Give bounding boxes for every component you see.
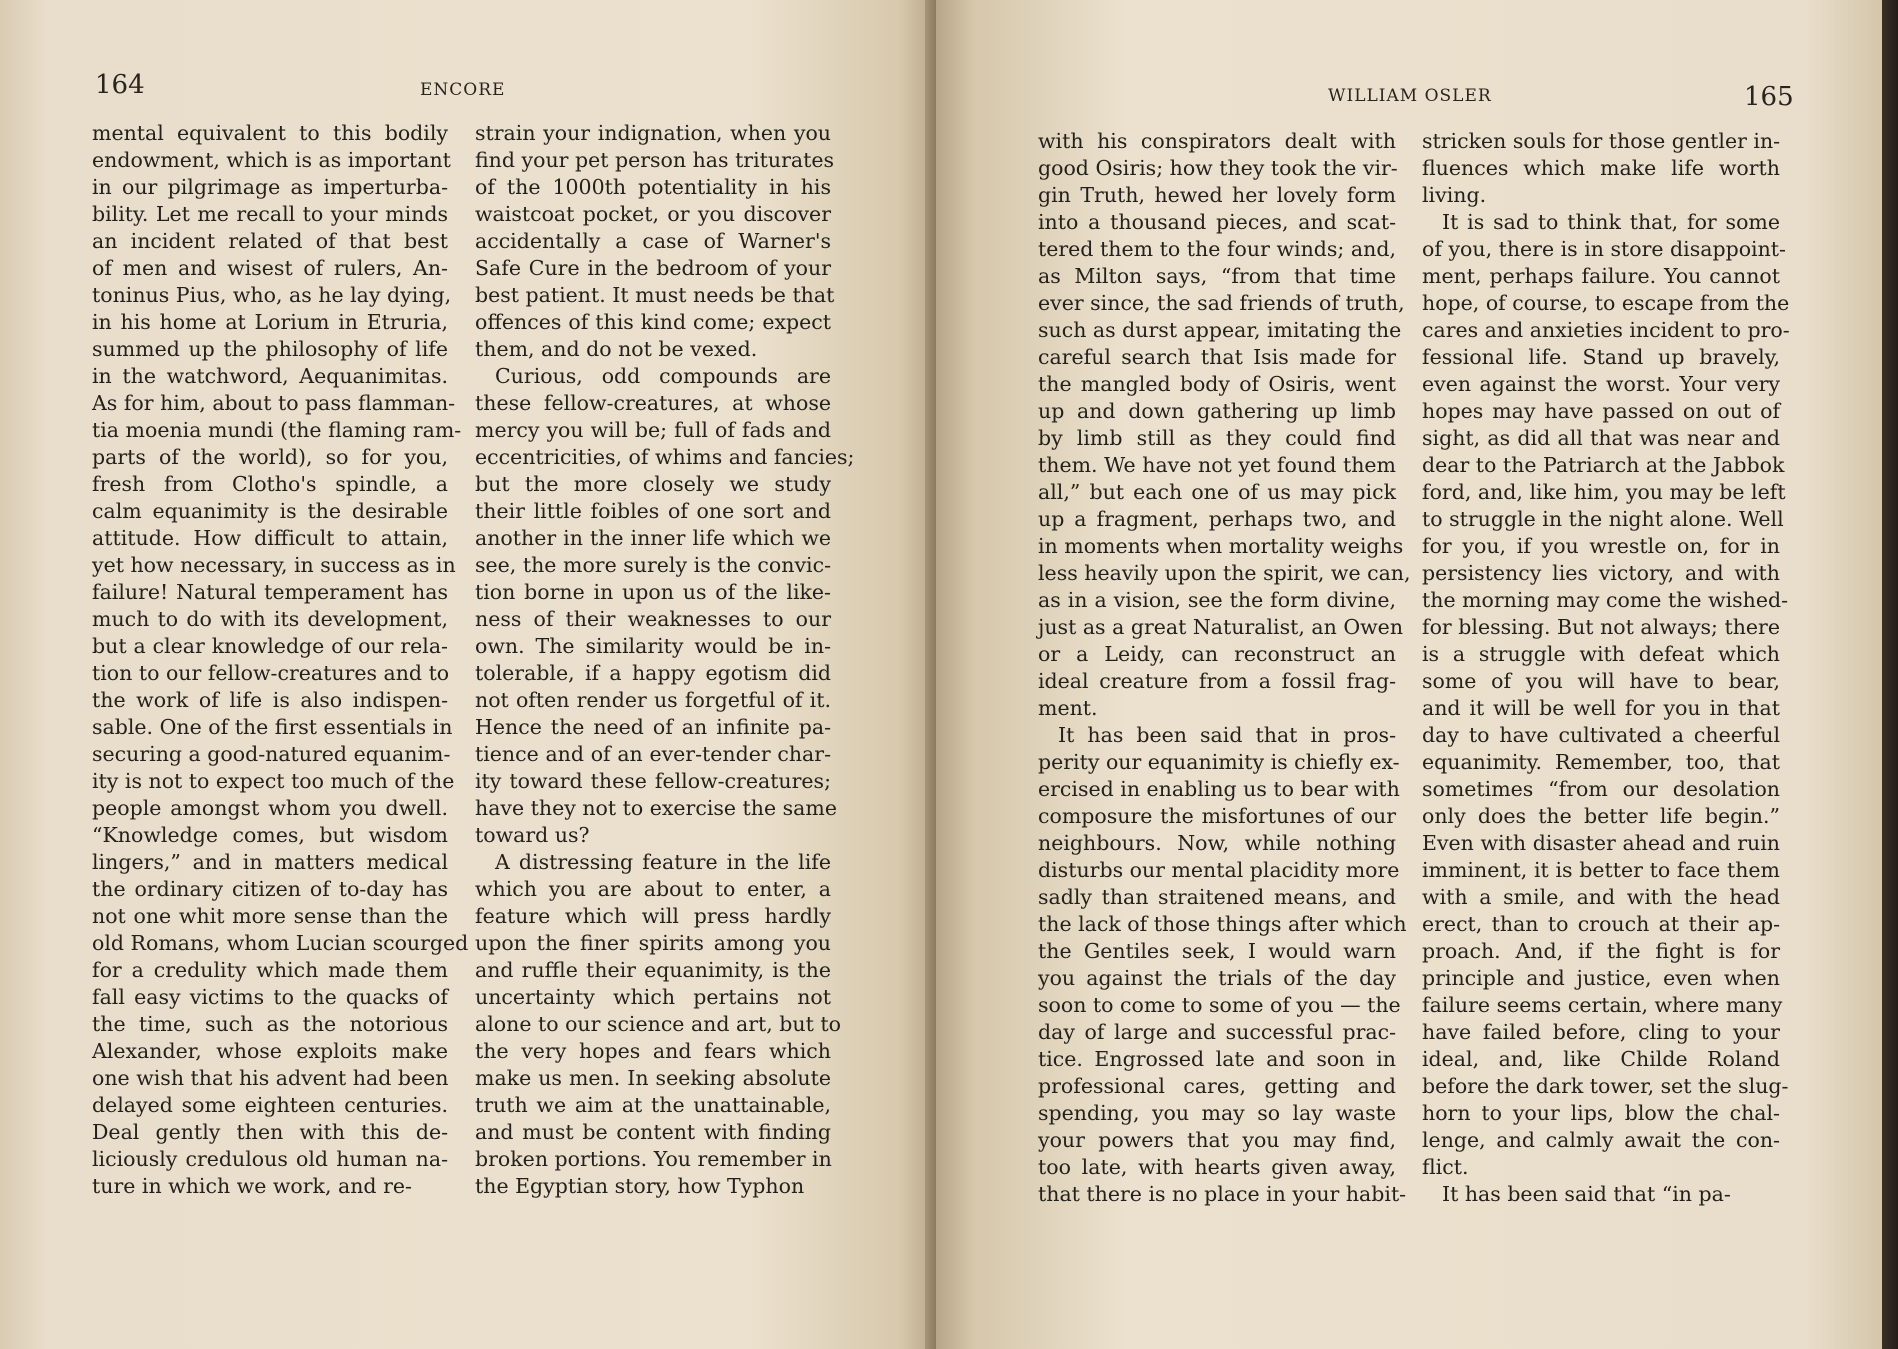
text-line: one wish that his advent had been [92,1066,449,1090]
text-line: up a fragment, perhaps two, and [1038,507,1396,531]
right-column-2 [1422,128,1790,1208]
text-line: uncertainty which pertains not [475,985,831,1009]
text-line: “Knowledge comes, but wisdom [92,823,448,847]
text-line: or a Leidy, can reconstruct an [1038,642,1396,666]
text-line: sometimes “from our desolation [1422,777,1780,801]
text-line: professional cares, getting and [1038,1074,1396,1098]
text-line: you against the trials of the day [1038,966,1396,990]
text-line: not one whit more sense than the [92,904,448,928]
text-line: which you are about to enter, a [475,877,831,901]
text-line: feature which will press hardly [475,904,831,928]
text-line: erect, than to crouch at their ap- [1422,912,1780,936]
text-line: the Gentiles seek, I would warn [1038,939,1396,963]
text-line: ity toward these fellow-creatures; [475,769,831,793]
text-line: soon to come to some of you — the [1038,993,1401,1017]
text-line: As for him, about to pass flamman- [92,391,456,415]
text-line: neighbours. Now, while nothing [1038,831,1396,855]
text-line: in the watchword, Aequanimitas. [92,364,448,388]
text-line: all,” but each one of us may pick [1038,480,1396,504]
text-line: with his conspirators dealt with [1038,129,1396,153]
text-line: fessional life. Stand up bravely, [1422,345,1780,369]
text-line: and must be content with finding [475,1120,831,1144]
text-line: have they not to exercise the same [475,796,837,820]
text-line: them, and do not be vexed. [475,337,758,361]
text-line: accidentally a case of Warner's [475,229,831,253]
text-line: up and down gathering up limb [1038,399,1396,423]
text-line: dear to the Patriarch at the Jabbok [1422,453,1785,477]
text-line: these fellow-creatures, at whose [475,391,831,415]
text-line: tered them to the four winds; and, [1038,237,1396,261]
text-line: sable. One of the first essentials in [92,715,453,739]
text-line: Safe Cure in the bedroom of your [475,256,831,280]
text-line: waistcoat pocket, or you discover [475,202,831,226]
text-line: the Egyptian story, how Typhon [475,1174,805,1198]
text-line: broken portions. You remember in [475,1147,832,1171]
text-line: that there is no place in your habit- [1038,1182,1407,1206]
text-line: in our pilgrimage as imperturba- [92,175,448,199]
text-line: of men and wisest of rulers, An- [92,256,448,280]
text-line: own. The similarity would be in- [475,634,831,658]
text-line: of the 1000th potentiality in his [475,175,831,199]
text-line: the mangled body of Osiris, went [1038,372,1396,396]
text-line: them. We have not yet found them [1038,453,1396,477]
text-line: hopes may have passed on out of [1422,399,1780,423]
text-line: the ordinary citizen of to-day has [92,877,448,901]
text-line: persistency lies victory, and with [1422,561,1780,585]
text-line: composure the misfortunes of our [1038,804,1396,828]
text-line: Alexander, whose exploits make [92,1039,448,1063]
text-line: spending, you may so lay waste [1038,1101,1396,1125]
text-line: summed up the philosophy of life [92,337,448,361]
text-line: fall easy victims to the quacks of [92,985,448,1009]
text-line: gin Truth, hewed her lovely form [1038,183,1396,207]
running-head-left: ENCORE [420,80,506,100]
text-line: for blessing. But not always; there [1422,615,1780,639]
text-line: for a credulity which made them [92,958,448,982]
text-line: truth we aim at the unattainable, [475,1093,831,1117]
text-line: the very hopes and fears which [475,1039,831,1063]
text-line: toward us? [475,823,590,847]
text-line: have failed before, cling to your [1422,1020,1780,1044]
text-line: ercised in enabling us to bear with [1038,777,1400,801]
text-line: It is sad to think that, for some [1442,210,1780,234]
text-line: even against the worst. Your very [1422,372,1780,396]
text-line: sadly than straitened means, and [1038,885,1396,909]
text-line: into a thousand pieces, and scat- [1038,210,1396,234]
text-line: parts of the world), so for you, [92,445,448,469]
text-line: for you, if you wrestle on, for in [1422,534,1780,558]
text-line: with a smile, and with the head [1422,885,1780,909]
text-line: alone to our science and art, but to [475,1012,841,1036]
text-line: upon the finer spirits among you [475,931,831,955]
text-line: but the more closely we study [475,472,831,496]
text-line: endowment, which is as important [92,148,451,172]
text-line: see, the more surely is the convic- [475,553,831,577]
text-line: by limb still as they could find [1038,426,1396,450]
text-line: tion borne in upon us of the like- [475,580,831,604]
text-line: tolerable, if a happy egotism did [475,661,831,685]
text-line: calm equanimity is the desirable [92,499,448,523]
text-line: old Romans, whom Lucian scourged [92,931,469,955]
text-line: some of you will have to bear, [1422,669,1780,693]
text-line: ideal, and, like Childe Roland [1422,1047,1780,1071]
text-line: careful search that Isis made for [1038,345,1396,369]
text-line: eccentricities, of whims and fancies; [475,445,855,469]
text-line: Curious, odd compounds are [495,364,831,388]
text-line: day of large and successful prac- [1038,1020,1396,1044]
text-line: offences of this kind come; expect [475,310,831,334]
text-line: cares and anxieties incident to pro- [1422,318,1790,342]
left-page [0,0,936,1349]
text-line: day to have cultivated a cheerful [1422,723,1780,747]
text-line: Hence the need of an infinite pa- [475,715,831,739]
text-line: tience and of an ever-tender char- [475,742,831,766]
text-line: and it will be well for you in that [1422,696,1780,720]
text-line: such as durst appear, imitating the [1038,318,1402,342]
text-line: tion to our fellow-creatures and to [92,661,450,685]
text-line: liciously credulous old human na- [92,1147,448,1171]
text-line: ity is not to expect too much of the [92,769,455,793]
text-line: horn to your lips, blow the chal- [1422,1101,1780,1125]
text-line: an incident related of that best [92,229,448,253]
text-line: It has been said that in pros- [1058,723,1396,747]
text-line: strain your indignation, when you [475,121,831,145]
text-line: ment, perhaps failure. You cannot [1422,264,1780,288]
text-line: as in a vision, see the form divine, [1038,588,1396,612]
text-line: not often render us forgetful of it. [475,688,831,712]
text-line: much to do with its development, [92,607,448,631]
text-line: to struggle in the night alone. Well [1422,507,1784,531]
text-line: the morning may come the wished- [1422,588,1789,612]
text-line: perity our equanimity is chiefly ex- [1038,750,1400,774]
text-line: ford, and, like him, you may be left [1422,480,1786,504]
text-line: Even with disaster ahead and ruin [1422,831,1780,855]
text-line: bility. Let me recall to your minds [92,202,448,226]
text-line: stricken souls for those gentler in- [1422,129,1781,153]
text-line: living. [1422,183,1487,207]
text-line: ture in which we work, and re- [92,1174,412,1198]
text-line: in his home at Lorium in Etruria, [92,310,448,334]
text-line: proach. And, if the fight is for [1422,939,1780,963]
running-head-right: WILLIAM OSLER [1328,86,1492,106]
text-line: tice. Engrossed late and soon in [1038,1047,1396,1071]
text-line: Deal gently then with this de- [92,1120,448,1144]
text-line: failure seems certain, where many [1422,993,1783,1017]
text-line: the time, such as the notorious [92,1012,448,1036]
text-line: delayed some eighteen centuries. [92,1093,448,1117]
left-column-1 [92,120,469,1200]
text-line: ment. [1038,696,1098,720]
text-line: It has been said that “in pa- [1442,1182,1731,1206]
text-line: lingers,” and in matters medical [92,850,448,874]
text-line: flict. [1422,1155,1469,1179]
text-line: failure! Natural temperament has [92,580,448,604]
text-line: hope, of course, to escape from the [1422,291,1790,315]
text-line: another in the inner life which we [475,526,831,550]
right-page [936,0,1882,1349]
text-line: before the dark tower, set the slug- [1422,1074,1789,1098]
text-line: mercy you will be; full of fads and [475,418,831,442]
page-number-right: 165 [1744,82,1794,112]
text-line: best patient. It must needs be that [475,283,835,307]
text-line: in moments when mortality weighs [1038,534,1404,558]
text-line: attitude. How difficult to attain, [92,526,448,550]
text-line: and ruffle their equanimity, is the [475,958,831,982]
text-line: too late, with hearts given away, [1038,1155,1396,1179]
text-line: sight, as did all that was near and [1422,426,1780,450]
text-line: the work of life is also indispen- [92,688,448,712]
text-line: people amongst whom you dwell. [92,796,448,820]
right-column-1 [1038,128,1411,1208]
text-line: just as a great Naturalist, an Owen [1038,615,1404,639]
text-line: imminent, it is better to face them [1422,858,1780,882]
page-number-left: 164 [95,70,145,100]
text-line: A distressing feature in the life [495,850,831,874]
text-line: is a struggle with defeat which [1422,642,1780,666]
text-line: find your pet person has triturates [475,148,835,172]
text-line: tia moenia mundi (the flaming ram- [92,418,462,442]
text-line: the lack of those things after which [1038,912,1407,936]
text-line: fresh from Clotho's spindle, a [92,472,448,496]
text-line: your powers that you may find, [1038,1128,1396,1152]
text-line: their little foibles of one sort and [475,499,831,523]
text-line: of you, there is in store disappoint- [1422,237,1786,261]
text-line: fluences which make life worth [1422,156,1780,180]
text-line: ideal creature from a fossil frag- [1038,669,1396,693]
text-line: lenge, and calmly await the con- [1422,1128,1780,1152]
text-line: principle and justice, even when [1422,966,1780,990]
text-line: yet how necessary, in success as in [92,553,456,577]
book-edge [1882,0,1898,1349]
left-column-2 [475,120,855,1200]
text-line: only does the better life begin.” [1422,804,1780,828]
text-line: disturbs our mental placidity more [1038,858,1400,882]
text-line: ness of their weaknesses to our [475,607,831,631]
text-line: but a clear knowledge of our rela- [92,634,448,658]
text-line: mental equivalent to this bodily [92,121,448,145]
text-line: less heavily upon the spirit, we can, [1038,561,1411,585]
text-line: make us men. In seeking absolute [475,1066,831,1090]
text-line: as Milton says, “from that time [1038,264,1396,288]
text-line: good Osiris; how they took the vir- [1038,156,1398,180]
text-line: equanimity. Remember, too, that [1422,750,1780,774]
text-line: securing a good-natured equanim- [92,742,451,766]
text-line: toninus Pius, who, as he lay dying, [92,283,452,307]
text-line: ever since, the sad friends of truth, [1038,291,1405,315]
